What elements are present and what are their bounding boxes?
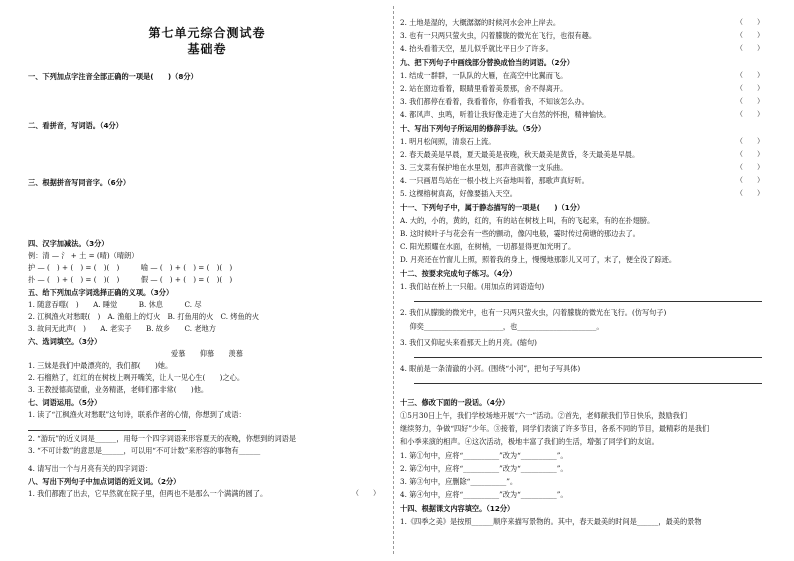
question-line[interactable]: 4. 请写出一个与月亮有关的四字词语：	[28, 464, 153, 473]
question-line[interactable]: 3. “不可计数”的意思是______，可以用“不可计数”来形容的事物有______	[28, 446, 261, 455]
answer-blank[interactable]: （ ）	[736, 176, 764, 184]
question-line: 5. 这棵榕树真高，好像要插入天空。	[400, 189, 517, 198]
section-4-heading: 四、汉字加减法。（3分）	[28, 239, 109, 248]
answer-blank[interactable]: （ ）	[736, 189, 764, 197]
answer-blank[interactable]: （ ）	[736, 137, 764, 145]
right-column	[400, 0, 770, 561]
passage-line: ①5月30日上午，我们学校场地开展“六一”活动。②首先，老师献我们节日快乐，鼓励我们	[400, 411, 688, 420]
question-line[interactable]: 扑 — ( ) + ( ) = ( )( ) 假 — ( ) + ( ) = ( )( )	[28, 275, 233, 284]
left-column	[28, 0, 386, 561]
question-line: 1. 我们站在桥上一只船。(用加点的词语造句)	[400, 282, 545, 291]
answer-blank[interactable]: （ ）	[736, 110, 764, 118]
answer-blank[interactable]: （ ）	[736, 84, 764, 92]
choice-line[interactable]: B. 这时候叶子与花会有一些的颤动，像闪电般，霎时传过荷塘的那边去了。	[400, 229, 640, 238]
question-line[interactable]: 1. 三妹是我们中最漂亮的，我们都( )她。	[28, 361, 173, 370]
section-9-heading: 九、把下列句子中画线部分替换成恰当的词语。（2分）	[400, 58, 574, 67]
question-line: 2. 春天最美是早晨，夏天最美是夜晚，秋天最美是黄昏，冬天最美是早晨。	[400, 150, 640, 159]
question-line: 4. 眼前是一条清澈的小河。(围绕“小河”，把句子写具体)	[400, 364, 581, 373]
answer-line[interactable]	[414, 383, 762, 384]
section-10-heading: 十、写出下列句子所运用的修辞手法。（5分）	[400, 124, 546, 133]
answer-blank[interactable]: （ ）	[736, 71, 764, 79]
answer-blank[interactable]: （ ）	[352, 489, 380, 497]
section-14-heading: 十四、根据课文内容填空。（12分）	[400, 504, 515, 513]
answer-line[interactable]	[414, 357, 762, 358]
question-line: 2. 站在窗边看着，眼睛里看着美景那，舍不得离开。	[400, 84, 568, 93]
section-3-heading: 三、根据拼音写同音字。（6分）	[28, 178, 131, 187]
page-subtitle: 基础卷	[187, 42, 227, 56]
fill-line[interactable]: 仰奕______________________，也______________________。	[400, 322, 604, 331]
answer-line[interactable]	[414, 301, 762, 302]
question-line[interactable]: 护 — ( ) + ( ) = ( )( ) 喻 — ( ) + ( ) = ( )( )	[28, 263, 233, 272]
passage-line: 继续努力，争做“四好”少年。③接着，同学们表演了许多节目，各系不同的节目，最精彩的是我们	[400, 424, 710, 433]
choice-line[interactable]: C. 阳光照耀在水面，在树梢，一切都显得更加光明了。	[400, 242, 576, 251]
question-line: 2. 土地是湿的，大概潺潺的时候河水会冲上岸去。	[400, 18, 561, 27]
question-line[interactable]: 1. 我们都跑了出去，它早然就在院子里，但两也不是那么一个满满的圆了。	[28, 489, 268, 498]
question-line[interactable]: 2. 江枫渔火对愁眠( ) A. 渔船上的灯火 B. 打鱼用的火 C. 烤鱼的火	[28, 312, 260, 321]
section-5-heading: 五、给下列加点字词选择正确的义项。（3分）	[28, 288, 174, 297]
question-line: 4. 抬头看着天空，星儿似乎就比平日少了许多。	[400, 44, 553, 53]
question-line: 3. 三支菜有保护地在水里划，那声音就像一支乐曲。	[400, 163, 568, 172]
section-7-heading: 七、词语运用。（5分）	[28, 398, 102, 407]
choice-line[interactable]: D. 月亮还在竹窗儿上照，照着我的身上，慢慢地那影儿又可了，末了，便全没了踪迹。	[400, 255, 677, 264]
question-line[interactable]: 2. 石榴熟了，红红的在树枝上咧开嘴笑，让人一见心生( )之心。	[28, 373, 245, 382]
question-line[interactable]: 3. 王教授德高望重，业务精湛，老师们都非常( )他。	[28, 385, 209, 394]
section-11-heading: 十一、下列句子中，属于静态描写的一项是( )（1分）	[400, 203, 585, 212]
answer-blank[interactable]: （ ）	[736, 31, 764, 39]
answer-line[interactable]	[28, 430, 186, 431]
question-line[interactable]: 3. 故问无此声( ) A. 老实子 B. 故乡 C. 老地方	[28, 324, 216, 333]
fill-line[interactable]: 3. 第③句中，应删除“__________”。	[400, 477, 518, 486]
fill-line[interactable]: 1.《四季之美》是按照______顺序来描写景物的。其中，春天最美的时间是______，最美的景物	[400, 517, 702, 526]
answer-blank[interactable]: （ ）	[736, 150, 764, 158]
section-12-heading: 十二、按要求完成句子练习。（4分）	[400, 269, 517, 278]
answer-blank[interactable]: （ ）	[736, 18, 764, 26]
answer-blank[interactable]: （ ）	[736, 163, 764, 171]
question-line: 4. 都风声、虫鸣，听着让我好像走进了大自然的怀抱，精神愉快。	[400, 110, 611, 119]
question-line: 3. 也有一只两只萤火虫，闪着朦胧的微光在飞行，也很有趣。	[400, 31, 597, 40]
question-line: 2. 我们从朦胧的微光中，也有一只两只萤火虫，闪着朦胧的微光在飞行。(仿写句子)	[400, 308, 667, 317]
fill-line[interactable]: 2. 第②句中，应将“__________”改为“__________”。	[400, 464, 568, 473]
section-8-heading: 八、写出下列句子中加点词语的近义词。（2分）	[28, 477, 181, 486]
question-line[interactable]: 1. 读了“江枫渔火对愁眠”这句诗，联系作者的心情，你想到了成语：	[28, 410, 246, 419]
question-line: 3. 我们都停在看着，我看着你，你看着我，不知该怎么办。	[400, 97, 589, 106]
question-line: 1. 明月松间照，清泉石上流。	[400, 137, 496, 146]
section-13-heading: 十三、修改下面的一段话。（4分）	[400, 398, 510, 407]
fill-line[interactable]: 4. 第④句中，应将“__________”改为“__________”。	[400, 490, 568, 499]
question-line: 1. 结成一群群，一队队的大雁，在高空中比翼而飞。	[400, 71, 568, 80]
fill-line[interactable]: 1. 第①句中，应将“__________”改为“__________”。	[400, 451, 568, 460]
section-1-heading: 一、下列加点字注音全部正确的一项是( )（8分）	[28, 72, 198, 81]
passage-line: 和小季来演的相声。④这次活动，极地丰富了我们的生活，增强了同学们的友谊。	[400, 437, 659, 446]
word-bank: 爱慕 仰慕 羡慕	[171, 349, 243, 358]
choice-line[interactable]: A. 大的，小的，黄的，红的，有的站在树枝上叫，有的飞起来，有的在扑翅膀。	[400, 216, 655, 225]
answer-blank[interactable]: （ ）	[736, 97, 764, 105]
page-title: 第七单元综合测试卷	[148, 26, 266, 40]
question-line[interactable]: 2. “游玩”的近义词是______，用每一个四字词语来形容夏天的夜晚，你想到的词语是	[28, 434, 297, 443]
question-line: 3. 我们又仰起头来看那天上的月亮。(缩句)	[400, 338, 537, 347]
question-line[interactable]: 1. 随意吞噬( ) A. 睡觉 B. 休息 C. 尽	[28, 300, 202, 309]
question-line: 4. 一只画眉鸟站在一根小枝上兴奋地叫着，那歌声真好听。	[400, 176, 589, 185]
answer-blank[interactable]: （ ）	[736, 44, 764, 52]
column-divider	[393, 6, 394, 554]
example-line: 例：清 — 氵 + 土 = (晴)（晴朗）	[28, 251, 139, 260]
section-2-heading: 二、看拼音，写词语。（4分）	[28, 121, 123, 130]
section-6-heading: 六、选词填空。（3分）	[28, 337, 102, 346]
